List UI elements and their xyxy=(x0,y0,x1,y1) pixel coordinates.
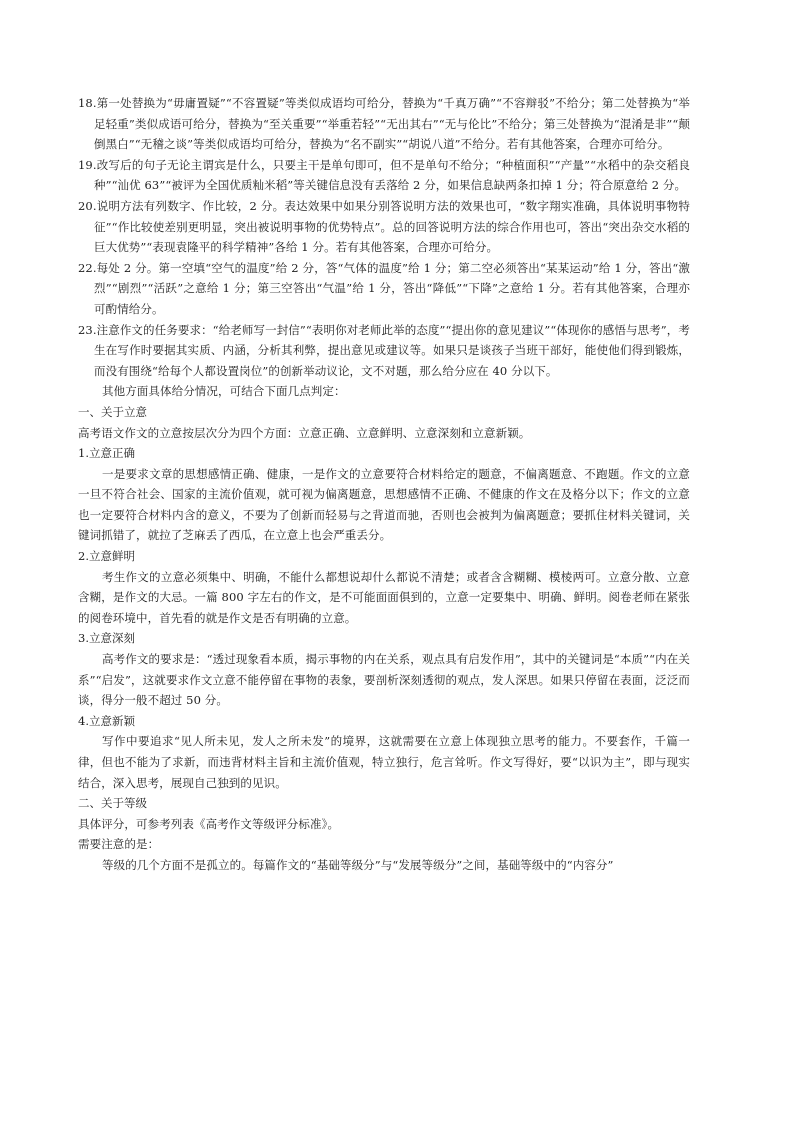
intro-paragraph: 其他方面具体给分情况，可结合下面几点判定： xyxy=(102,384,346,399)
item-19 xyxy=(78,155,690,196)
item-23 xyxy=(78,320,690,382)
subheading-clear: 2.立意鲜明 xyxy=(78,549,135,564)
item-text: 注意作文的任务要求：“给老师写一封信”“表明你对老师此举的态度”“提出你的意见建议”“体现你的感悟与思考”，考生在写作时要据其实质、内涵，分析其利弊，提出意见或建议等。如果只是谈孩子当班干部好，能使他们得到锻炼，而没有围绕“给每个人都设置岗位”的创新举动议论，文不对题，那么给分应在 40 分以下。 xyxy=(94,322,690,378)
paragraph-correct: 一是要求文章的思想感情正确、健康，一是作文的立意要符合材料给定的题意，不偏离题意、不跑题。作文的立意一旦不符合社会、国家的主流价值观，就可视为偏离题意，思想感情不正确、不健康的作文在及格分以下；作文的立意也一定要符合材料内含的意义，不要为了创新而轻易与之背道而驰，否则也会被判为偏离题意；要抓住材料关键词，关键词抓错了，就拉了芝麻丢了西瓜，在立意上也会严重丢分。 xyxy=(78,466,690,543)
subheading-correct: 1.立意正确 xyxy=(78,446,135,461)
final-paragraph: 等级的几个方面不是孤立的。每篇作文的“基础等级分”与“发展等级分”之间，基础等级中的“内容分” xyxy=(102,857,614,872)
item-number: 20. xyxy=(78,198,97,213)
section-grade-description: 具体评分，可参考列表《高考作文等级评分标准》。 xyxy=(78,816,340,831)
item-number: 18. xyxy=(78,96,97,110)
paragraph-novel: 写作中要追求“见人所未见，发人之所未发”的境界，这就需要在立意上体现独立思考的能力。不要套作，千篇一律，但也不能为了求新，而违背材料主旨和主流价值观，特立独行，危言耸听。作文写得好，要“以识为主”，即与现实结合，深入思考，展现自己独到的见识。 xyxy=(78,734,690,790)
item-number: 23. xyxy=(78,322,97,337)
subheading-deep: 3.立意深刻 xyxy=(78,631,135,646)
item-number: 19. xyxy=(78,157,97,172)
subheading-novel: 4.立意新颖 xyxy=(78,713,135,728)
item-text: 改写后的句子无论主谓宾是什么，只要主干是单句即可，但不是单句不给分；“种植面积”“产量”“水稻中的杂交稻良种”“汕优 63”“被评为全国优质籼米稻”等关键信息没有丢落给 2 分，如果信息缺两条扣掉 1 分；符合原意给 2 分。 xyxy=(94,157,690,193)
item-number: 22. xyxy=(78,260,97,275)
paragraph-deep: 高考作文的要求是：“透过现象看本质，揭示事物的内在关系，观点具有启发作用”，其中的关键词是“本质”“内在关系”“启发”，这就要求作文立意不能停留在事物的表象，要剖析深刻透彻的观点，发人深思。如果只停留在表面，泛泛而谈，得分一般不超过 50 分。 xyxy=(78,652,690,708)
item-text: 第一处替换为“毋庸置疑”“不容置疑”等类似成语均可给分，替换为“千真万确”“不容辩驳”不给分；第二处替换为“举足轻重”类似成语可给分，替换为“至关重要”“举重若轻”“无出其右”“无与伦比”不给分；第三处替换为“混淆是非”“颠倒黑白”“无稽之谈”等类似成语均可给分，替换为“名不副实”“胡说八道”不给分。若有其他答案，合理亦可给分。 xyxy=(94,96,690,152)
item-18 xyxy=(78,93,690,155)
paragraph-clear: 考生作文的立意必须集中、明确，不能什么都想说却什么都说不清楚；或者含含糊糊、模棱两可。立意分散、立意含糊，是作文的大忌。一篇 800 字左右的作文，是不可能面面俱到的，立意一定要集中、明确、鲜明。阅卷老师在紧张的阅卷环境中，首先看的就是作文是否有明确的立意。 xyxy=(78,569,690,625)
section-description: 高考语文作文的立意按层次分为四个方面：立意正确、立意鲜明、立意深刻和立意新颖。 xyxy=(78,425,531,440)
document-content xyxy=(78,93,690,876)
section-heading-grade: 二、关于等级 xyxy=(78,796,147,811)
item-22 xyxy=(78,258,690,320)
section-heading-intent: 一、关于立意 xyxy=(78,404,147,419)
item-text: 每处 2 分。第一空填“空气的温度”给 2 分，答“气体的温度”给 1 分；第二空必须答出“某某运动”给 1 分，答出“激烈”“剧烈”“活跃”之意给 1 分；第三空答出“气温”给 1 分，答出“降低”“下降”之意给 1 分。若有其他答案，合理亦可酌情给分。 xyxy=(94,260,690,316)
note-label: 需要注意的是： xyxy=(78,837,160,852)
item-20 xyxy=(78,196,690,258)
item-text: 说明方法有列数字、作比较，2 分。表达效果中如果分别答说明方法的效果也可，“数字翔实准确，具体说明事物特征”“作比较使差别更明显，突出被说明事物的优势特点”。总的回答说明方法的综合作用也可，答出“突出杂交水稻的巨大优势”“表现袁隆平的科学精神”各给 1 分。若有其他答案，合理亦可给分。 xyxy=(94,198,690,255)
